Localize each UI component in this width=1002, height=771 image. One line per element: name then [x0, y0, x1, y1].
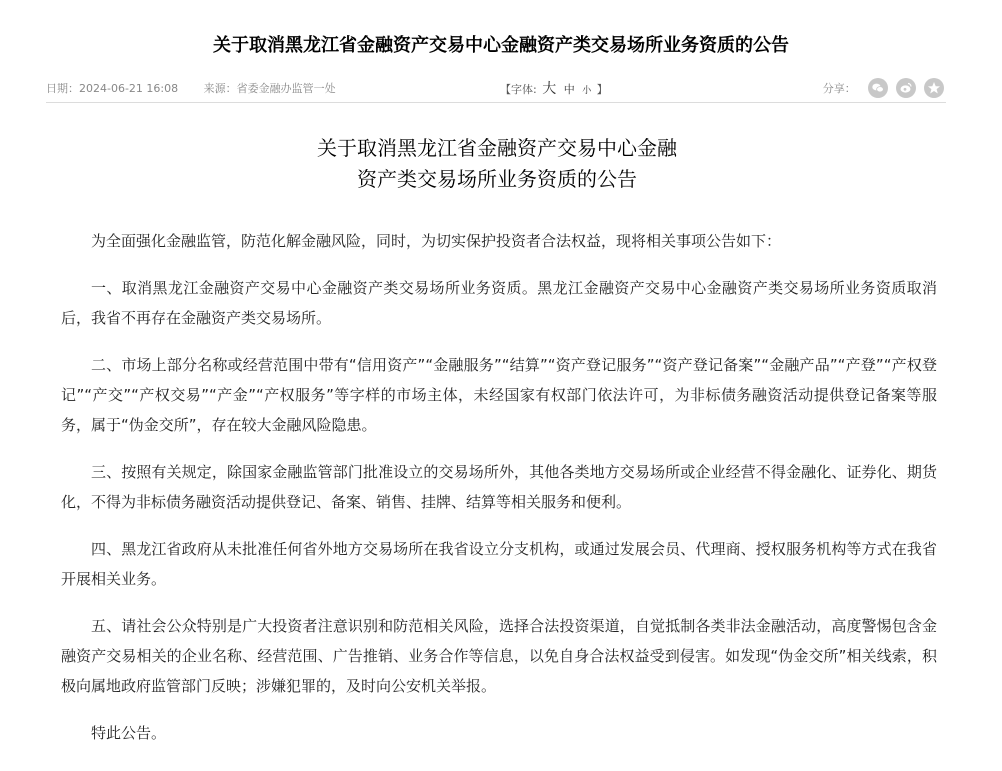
paragraph-item-5: 五、请社会公众特别是广大投资者注意识别和防范相关风险，选择合法投资渠道，自觉抵制各类非法金融活动，高度警惕包含金融资产交易相关的企业名称、经营范围、广告推销、业务合作等信息，以免自身合法权益受到侵害。如发现“伪金交所”相关线索，积极向属地政府监管部门反映；涉嫌犯罪的，及时向公安机关举报。 — [61, 617, 937, 695]
paragraph-item-1: 一、取消黑龙江金融资产交易中心金融资产类交易场所业务资质。黑龙江金融资产交易中心金融资产类交易场所业务资质取消后，我省不再存在金融资产类交易场所。 — [61, 279, 937, 327]
share-label: 分享： — [822, 82, 856, 95]
weibo-icon[interactable] — [896, 78, 916, 98]
source-text: 来源：省委金融办监管一处 — [203, 82, 336, 95]
article-title-line-1: 关于取消黑龙江省金融资产交易中心金融 — [317, 136, 677, 160]
font-size-close-bracket: 】 — [596, 83, 608, 96]
article-title-line-2: 资产类交易场所业务资质的公告 — [357, 167, 637, 191]
paragraph-item-4: 四、黑龙江省政府从未批准任何省外地方交易场所在我省设立分支机构，或通过发展会员、代理商、授权服务机构等方式在我省开展相关业务。 — [61, 540, 937, 588]
paragraph-item-2: 二、市场上部分名称或经营范围中带有“信用资产”“金融服务”“结算”“资产登记服务”“资产登记备案”“金融产品”“产登”“产权登记”“产交”“产权交易”“产金”“产权服务”等字样的市场主体，未经国家有权部门依法许可，为非标债务融资活动提供登记备案等服务，属于“伪金交所”，存在较大金融风险隐患。 — [61, 356, 937, 434]
paragraph-item-3: 三、按照有关规定，除国家金融监管部门批准设立的交易场所外，其他各类地方交易场所或企业经营不得金融化、证券化、期货化，不得为非标债务融资活动提供登记、备案、销售、挂牌、结算等相关服务和便利。 — [61, 463, 937, 511]
paragraph-closing: 特此公告。 — [91, 724, 167, 742]
paragraph-intro: 为全面强化金融监管，防范化解金融风险，同时，为切实保护投资者合法权益，现将相关事项公告如下： — [91, 232, 782, 250]
font-size-medium-button[interactable]: 中 — [563, 83, 575, 96]
font-size-large-button[interactable]: 大 — [542, 81, 557, 97]
meta-info — [46, 78, 358, 100]
meta-bar — [46, 78, 946, 103]
font-size-small-button[interactable]: 小 — [582, 86, 592, 96]
font-size-open-bracket: 【字体: — [500, 83, 537, 96]
font-size-control — [500, 78, 608, 102]
page-title: 关于取消黑龙江省金融资产交易中心金融资产类交易场所业务资质的公告 — [213, 35, 789, 56]
qzone-icon[interactable] — [924, 78, 944, 98]
wechat-icon[interactable] — [868, 78, 888, 98]
share-area — [823, 78, 944, 100]
article-body — [61, 226, 937, 765]
article-title — [0, 133, 994, 195]
publish-date: 日期：2024-06-21 16:08 — [46, 82, 179, 95]
